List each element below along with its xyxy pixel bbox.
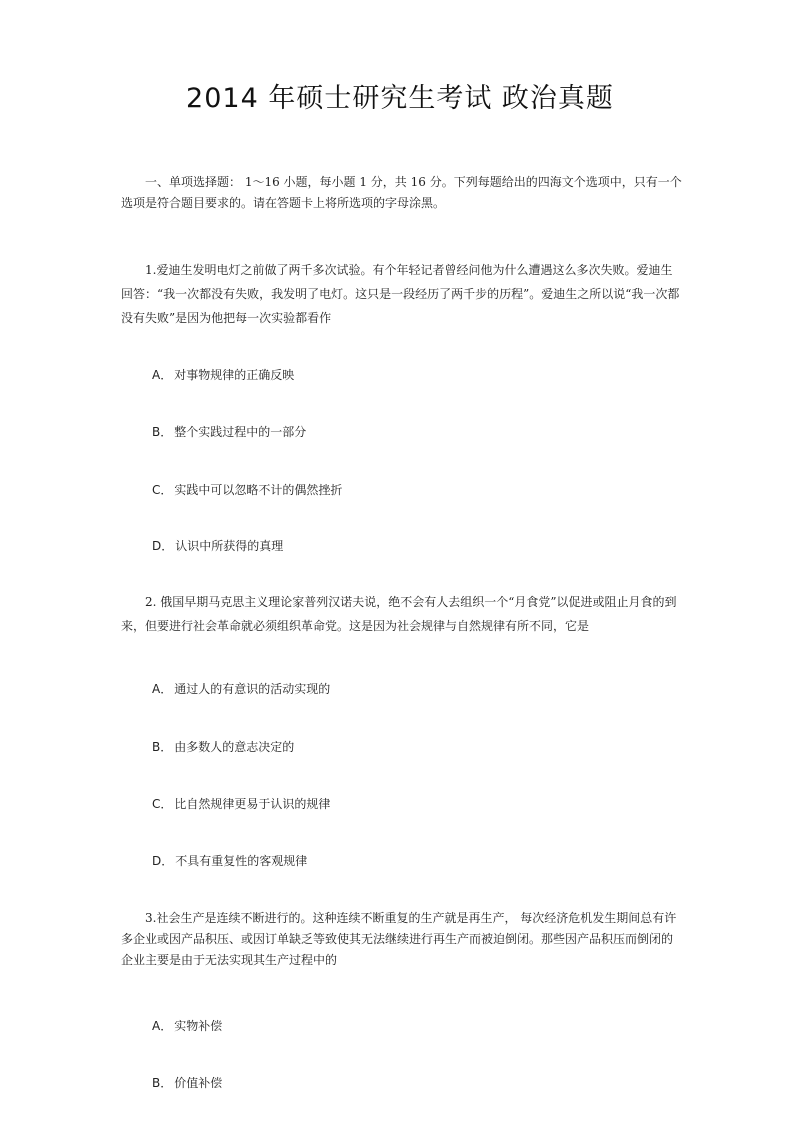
option-text: 对事物规律的正确反映 (174, 368, 295, 382)
document-title: 2014 年硕士研究生考试 政治真题 (186, 83, 614, 114)
option-letter: C． (152, 797, 173, 811)
option-text: 价值补偿 (174, 1076, 223, 1090)
option-text: 认识中所获得的真理 (175, 539, 284, 553)
option-letter: D． (152, 854, 174, 868)
question-2-option-a (152, 681, 330, 697)
option-letter: D． (152, 539, 174, 553)
instructions-paragraph: 一、单项选择题： 1～16 小题，每小题 1 分，共 16 分。下列每题给出的四海文个选项中，只有一个选项是符合题目要求的。请在答题卡上将所选项的字母涂黑。 (121, 175, 682, 210)
option-text: 比自然规律更易于认识的规律 (174, 797, 331, 811)
question-2-option-c (152, 796, 330, 812)
option-text: 实物补偿 (174, 1019, 223, 1033)
option-letter: A． (152, 1019, 173, 1033)
question-2-stem: 2. 俄国早期马克思主义理论家普列汉诺夫说，绝不会有人去组织一个“月食党”以促进或阻止月食的到来，但要进行社会革命就必须组织革命党。这是因为社会规律与自然规律有所不同，它是 (121, 595, 677, 633)
option-letter: B． (152, 740, 173, 754)
question-2-option-b (152, 739, 294, 755)
option-letter: C． (152, 483, 173, 497)
question-1-option-a (152, 367, 294, 383)
question-3-option-a (152, 1018, 222, 1034)
question-1-option-c (152, 482, 342, 498)
question-1-option-b (152, 424, 306, 440)
question-2-option-d (152, 853, 307, 869)
option-letter: B． (152, 1076, 173, 1090)
option-text: 实践中可以忽略不计的偶然挫折 (174, 483, 343, 497)
question-3-stem: 3.社会生产是连续不断进行的。这种连续不断重复的生产就是再生产， 每次经济危机发生期间总有许多企业或因产品积压、或因订单缺乏等致使其无法继续进行再生产而被迫倒闭。那些因产品积压而倒闭的企业主要是由于无法实现其生产过程中的 (121, 911, 677, 967)
question-1-option-d (152, 538, 283, 554)
option-text: 通过人的有意识的活动实现的 (174, 682, 331, 696)
option-text: 整个实践过程中的一部分 (174, 425, 307, 439)
option-text: 不具有重复性的客观规律 (175, 854, 308, 868)
question-1-stem: 1.爱迪生发明电灯之前做了两千多次试验。有个年轻记者曾经问他为什么遭遇这么多次失败。爱迪生回答：“我一次都没有失败，我发明了电灯。这只是一段经历了两千步的历程”。爱迪生之所以说“我一次都没有失败”是因为他把每一次实验都看作 (121, 263, 680, 325)
option-letter: A． (152, 368, 173, 382)
option-text: 由多数人的意志决定的 (174, 740, 295, 754)
option-letter: B． (152, 425, 173, 439)
option-letter: A． (152, 682, 173, 696)
question-3-option-b (152, 1075, 222, 1091)
